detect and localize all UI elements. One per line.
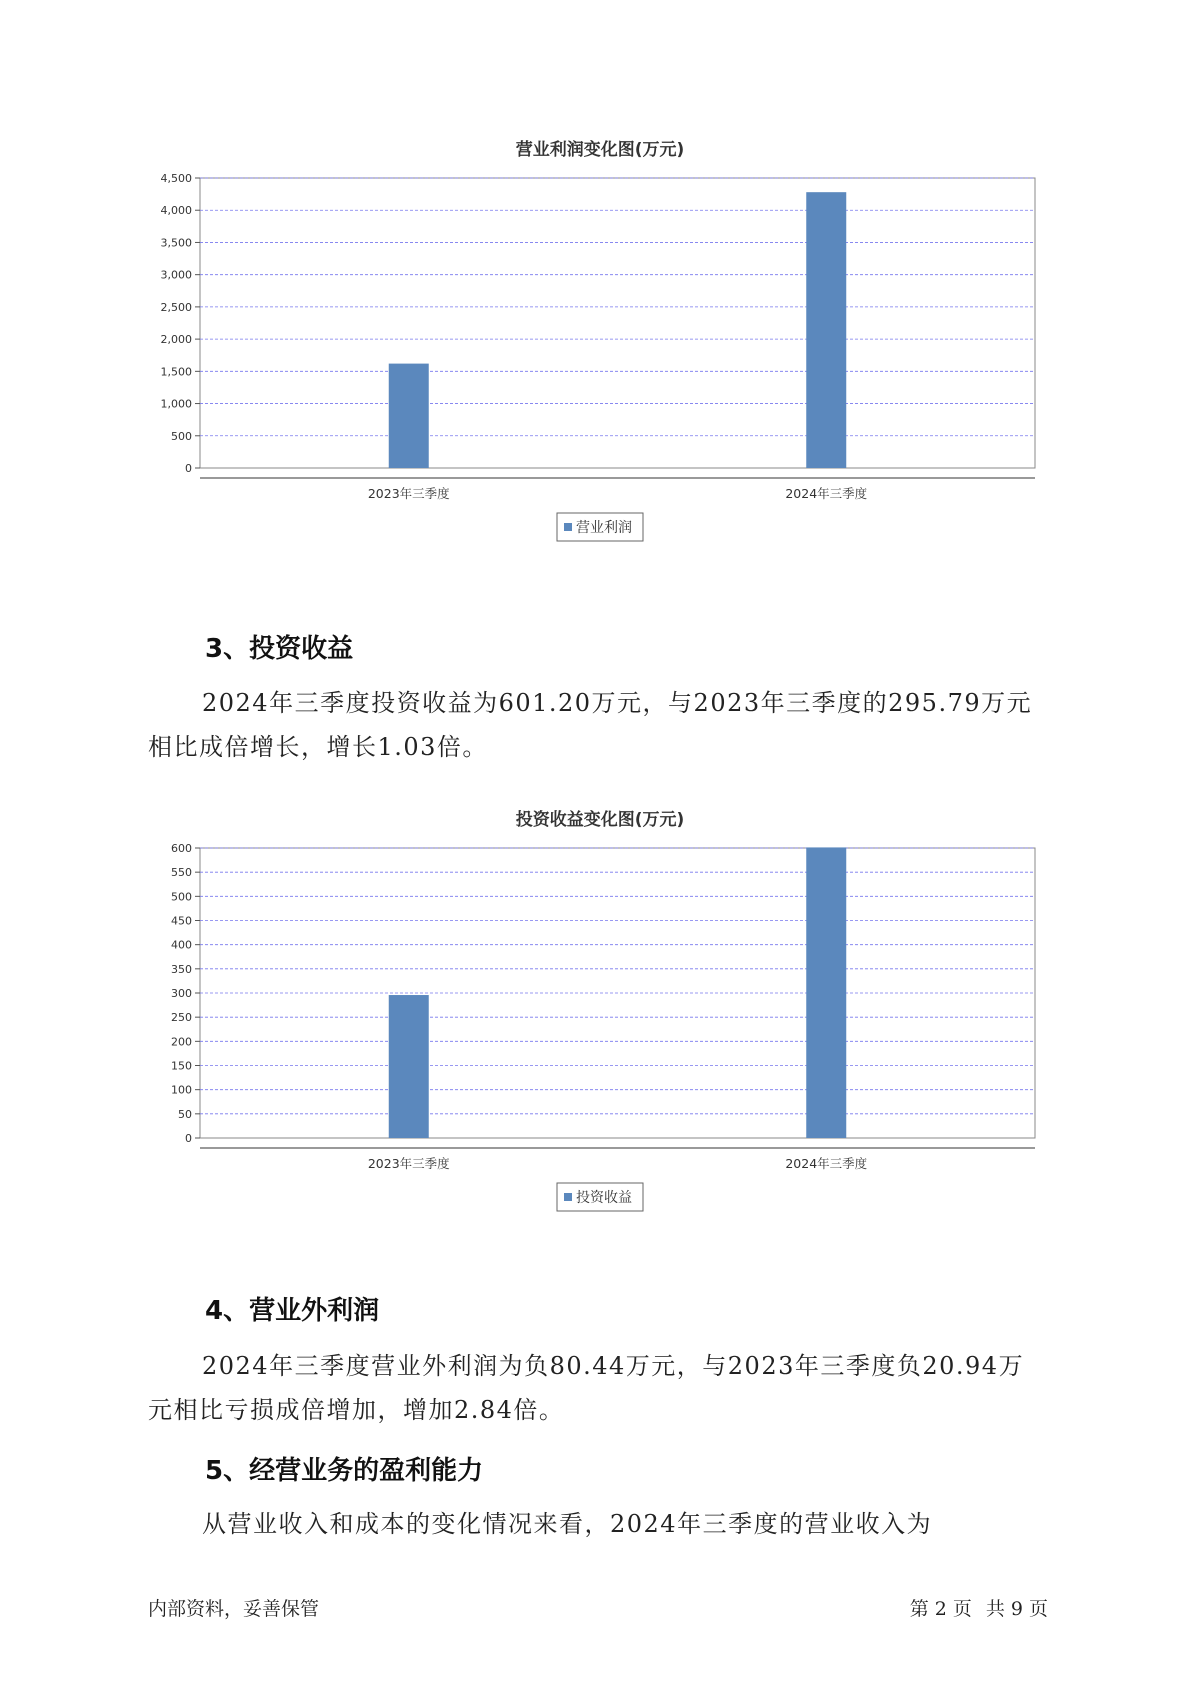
total-prefix: 共	[985, 1598, 1005, 1620]
operating-profit-ytick-label: 1,500	[160, 365, 192, 379]
paragraph-non-operating-profit: 2024年三季度营业外利润为负80.44万元，与2023年三季度负20.94万元相比亏损成倍增加，增加2.84倍。	[148, 1352, 1025, 1424]
heading-non-operating-profit: 4、营业外利润	[205, 1296, 380, 1326]
investment-income-ytick-label: 250	[171, 1011, 192, 1025]
investment-income-chart-svg	[140, 800, 1040, 1260]
investment-income-ytick-label: 600	[171, 842, 192, 855]
investment-income-ytick-label: 200	[171, 1035, 192, 1049]
operating-profit-ytick-label: 3,000	[160, 268, 192, 282]
operating-profit-ytick-label: 1,000	[160, 397, 192, 411]
page-prefix: 第	[909, 1598, 929, 1620]
operating-profit-legend-swatch	[564, 523, 572, 531]
operating-profit-ytick-label: 3,500	[160, 236, 192, 250]
operating-profit-plot-area	[200, 178, 1035, 468]
total-unit: 页	[1028, 1598, 1048, 1620]
investment-income-category-label: 2024年三季度	[785, 1156, 868, 1171]
investment-income-ytick-label: 0	[185, 1132, 192, 1145]
operating-profit-chart	[140, 130, 1040, 590]
investment-income-bar	[389, 995, 429, 1138]
operating-profit-ytick-label: 4,500	[160, 172, 192, 185]
operating-profit-title: 营业利润变化图(万元)	[515, 140, 685, 160]
total-pages: 9	[1010, 1598, 1023, 1620]
investment-income-ytick-label: 400	[171, 938, 192, 952]
heading-investment-income: 3、投资收益	[205, 634, 354, 664]
operating-profit-ytick-label: 500	[171, 429, 192, 443]
investment-income-category-label: 2023年三季度	[367, 1156, 450, 1171]
footer-confidential-note: 内部资料，妥善保管	[148, 1598, 320, 1620]
operating-profit-ytick-label: 0	[185, 462, 192, 475]
operating-profit-ytick-label: 4,000	[160, 204, 192, 218]
investment-income-chart	[140, 800, 1040, 1260]
operating-profit-chart-svg	[140, 130, 1040, 590]
investment-income-ytick-label: 100	[171, 1083, 192, 1097]
operating-profit-ytick-label: 2,500	[160, 300, 192, 314]
operating-profit-category-label: 2023年三季度	[367, 486, 450, 501]
investment-income-ytick-label: 450	[171, 914, 192, 928]
investment-income-ytick-label: 50	[178, 1107, 192, 1121]
paragraph-investment-income: 2024年三季度投资收益为601.20万元，与2023年三季度的295.79万元相比成倍增长，增长1.03倍。	[148, 689, 1033, 761]
page-unit: 页	[952, 1598, 972, 1620]
operating-profit-bar	[806, 192, 846, 468]
operating-profit-legend-label: 营业利润	[576, 520, 632, 536]
investment-income-ytick-label: 300	[171, 987, 192, 1000]
operating-profit-bar	[389, 364, 429, 468]
heading-profitability: 5、经营业务的盈利能力	[205, 1456, 484, 1486]
operating-profit-ytick-label: 2,000	[160, 333, 192, 347]
investment-income-title: 投资收益变化图(万元)	[515, 810, 685, 830]
operating-profit-category-label: 2024年三季度	[785, 486, 868, 501]
investment-income-ytick-label: 150	[171, 1059, 192, 1073]
investment-income-ytick-label: 550	[171, 866, 192, 880]
investment-income-ytick-label: 350	[171, 962, 192, 976]
investment-income-legend-swatch	[564, 1193, 572, 1201]
investment-income-ytick-label: 500	[171, 890, 192, 904]
footer-page-info	[907, 1594, 1051, 1621]
page-number: 2	[934, 1598, 947, 1620]
paragraph-profitability: 从营业收入和成本的变化情况来看，2024年三季度的营业收入为	[202, 1510, 933, 1538]
investment-income-legend-label: 投资收益	[576, 1190, 632, 1206]
investment-income-bar	[806, 847, 846, 1138]
